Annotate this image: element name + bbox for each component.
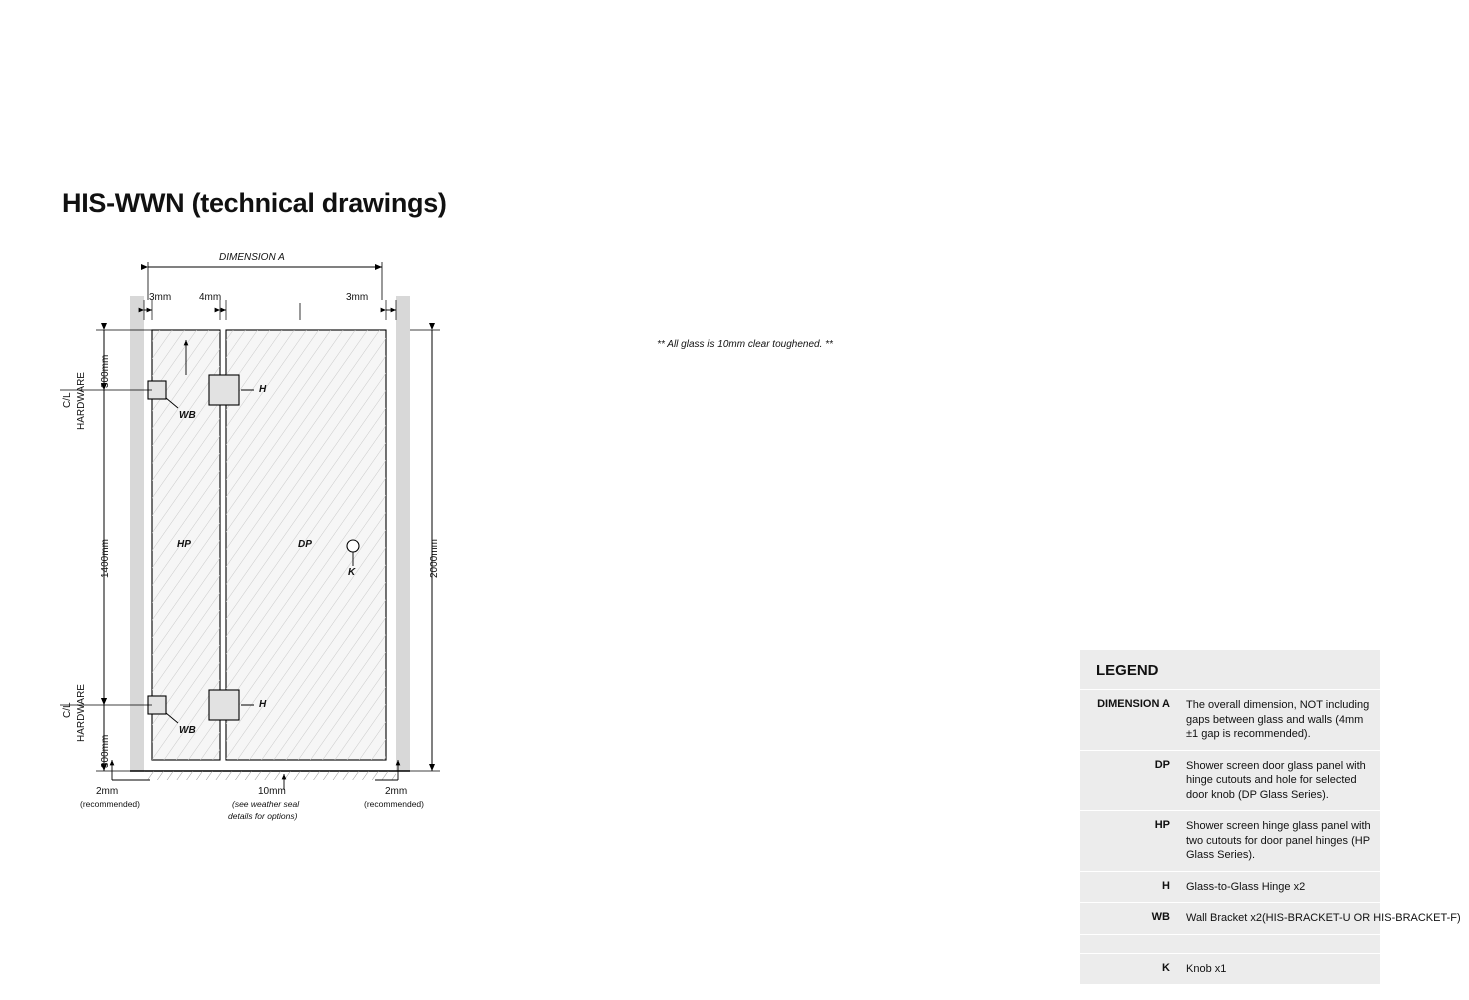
legend-row-dp: [1080, 751, 1380, 812]
wall-bracket-top-label: WB: [179, 410, 196, 421]
hinge-bottom-label: H: [259, 699, 267, 710]
cl-hardware-bottom-line2: HARDWARE: [76, 684, 87, 742]
legend-value-wb: Wall Bracket x2(HIS-BRACKET-U OR HIS-BRACKET-F): [1186, 912, 1461, 925]
legend-row-dimension-a: [1080, 690, 1380, 751]
legend-row-k: [1080, 954, 1380, 986]
bottom-mid-note-1: (see weather seal: [232, 799, 300, 809]
panel-dp-label: DP: [298, 539, 312, 550]
bottom-right-note: (recommended): [364, 799, 424, 809]
legend-key-dimension-a: DIMENSION A: [1097, 698, 1170, 710]
wall-bracket-bottom-label: WB: [179, 725, 196, 736]
legend-footnote: ** All glass is 10mm clear toughened. **: [540, 325, 950, 350]
wall-right: [396, 296, 410, 771]
legend-value-dp: Shower screen door glass panel with hinge cutouts and hole for selected door knob (DP Glass Series).: [1186, 759, 1366, 801]
legend-key-dp: DP: [1154, 758, 1170, 771]
legend-value-k: Knob x1: [1186, 962, 1227, 975]
legend-key-h: H: [1162, 879, 1170, 892]
cl-hardware-top-line1: C/L: [62, 392, 73, 408]
cl-hardware-top-line2: HARDWARE: [76, 372, 87, 430]
legend-row-wb: [1080, 903, 1461, 935]
dim-300-top: 300mm: [100, 354, 111, 388]
legend-box: [1080, 650, 1461, 985]
technical-drawing: [0, 0, 520, 900]
legend: [540, 325, 1461, 975]
legend-heading: LEGEND: [1080, 650, 1380, 690]
cl-hardware-bottom-line1: C/L: [62, 702, 73, 718]
hinge-bottom: [209, 690, 239, 720]
legend-key-spacer: [1080, 935, 1180, 953]
legend-key-wb: WB: [1151, 911, 1170, 924]
wall-left: [130, 296, 144, 771]
bottom-left-value: 2mm: [96, 786, 119, 797]
bottom-mid-value: 10mm: [258, 786, 286, 797]
legend-row-spacer: [1080, 935, 1380, 954]
hinge-top: [209, 375, 239, 405]
panel-hp-label: HP: [177, 539, 191, 550]
page-title: HIS-WWN (technical drawings): [62, 188, 447, 218]
legend-value-spacer: [1180, 935, 1380, 953]
gap-right-wall-label: 3mm: [346, 292, 369, 303]
bottom-right-value: 2mm: [385, 786, 408, 797]
gap-between-label: 4mm: [199, 292, 222, 303]
dim-300-bottom: 300mm: [100, 734, 111, 768]
legend-value-h: Glass-to-Glass Hinge x2: [1186, 880, 1306, 893]
legend-value-dimension-a: The overall dimension, NOT including gaps between glass and walls (4mm ±1 gap is recommended).: [1186, 699, 1370, 741]
dim-2000: 2000mm: [429, 539, 440, 578]
bottom-left-note: (recommended): [80, 799, 140, 809]
gap-left-wall-label: 3mm: [149, 292, 172, 303]
legend-key-k: K: [1162, 961, 1170, 974]
door-knob: [347, 540, 359, 552]
legend-value-hp: Shower screen hinge glass panel with two cutouts for door panel hinges (HP Glass Series).: [1186, 820, 1371, 862]
legend-row-h: [1080, 872, 1380, 904]
drawing-svg: [0, 0, 520, 900]
legend-row-hp: [1080, 811, 1380, 872]
bottom-mid-note-2: details for options): [228, 811, 298, 821]
knob-label: K: [348, 567, 356, 578]
dim-1400: 1400mm: [100, 539, 111, 578]
hinge-top-label: H: [259, 384, 267, 395]
legend-key-hp: HP: [1154, 819, 1170, 832]
dimension-a-label: DIMENSION A: [219, 252, 285, 263]
